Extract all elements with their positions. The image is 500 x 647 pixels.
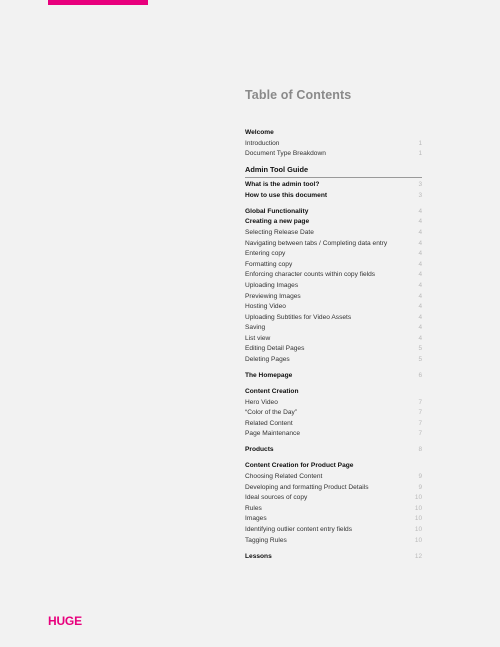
toc-entry[interactable] — [245, 180, 422, 191]
toc-entry-label: Enforcing character counts within copy fields — [245, 271, 376, 279]
toc-page-number: 9 — [418, 483, 422, 491]
toc-page-number: 5 — [418, 345, 422, 353]
toc-page-number: 4 — [418, 218, 422, 226]
toc-entry[interactable] — [245, 292, 422, 303]
toc-entry-label: The Homepage — [245, 372, 293, 380]
toc-entry[interactable] — [245, 514, 422, 525]
toc-page-number: 7 — [418, 419, 422, 427]
toc-entry[interactable] — [245, 493, 422, 504]
toc-entry-label: What is the admin tool? — [245, 181, 320, 189]
toc-page-number: 7 — [418, 409, 422, 417]
toc-page-number: 1 — [418, 150, 422, 158]
accent-bar — [48, 0, 148, 5]
toc-entry[interactable] — [245, 149, 422, 160]
toc-entry-label: Welcome — [245, 129, 274, 136]
toc-entry-label: Previewing Images — [245, 292, 301, 300]
toc-entry[interactable] — [245, 408, 422, 419]
toc-entry-label: Ideal sources of copy — [245, 494, 308, 502]
toc-entry[interactable] — [245, 249, 422, 260]
toc-entry[interactable] — [245, 344, 422, 355]
toc-page-number: 10 — [414, 504, 422, 512]
toc-entry-label: Content Creation — [245, 388, 299, 396]
toc-entry-label: Navigating between tabs / Completing data entry — [245, 239, 388, 247]
toc-page-number: 4 — [418, 260, 422, 268]
toc-entry-label: Introduction — [245, 139, 280, 147]
toc-entry-label: Rules — [245, 504, 262, 512]
toc-entry-label: Products — [245, 446, 274, 454]
toc-page-number: 3 — [418, 191, 422, 199]
toc-page-number: 4 — [418, 239, 422, 247]
toc-entry-label: Editing Detail Pages — [245, 345, 305, 353]
toc-entry-label: Entering copy — [245, 250, 286, 258]
toc-entry-label: Creating a new page — [245, 218, 310, 226]
toc-page-number: 12 — [414, 552, 422, 560]
toc-entry[interactable] — [245, 281, 422, 292]
toc-entry-label: Hero Video — [245, 398, 278, 406]
toc-entry-label: “Color of the Day” — [245, 409, 298, 417]
toc-entry-label: Content Creation for Product Page — [245, 462, 354, 470]
toc-entry[interactable] — [245, 355, 422, 366]
toc-page-number: 4 — [418, 281, 422, 289]
toc-entry[interactable] — [245, 313, 422, 324]
toc-page-number: 9 — [418, 472, 422, 480]
toc-entry-label: Global Functionality — [245, 207, 309, 215]
toc-page-number: 4 — [418, 271, 422, 279]
toc-page-number: 4 — [418, 303, 422, 311]
toc-page-number: 10 — [414, 536, 422, 544]
toc-entry[interactable] — [245, 323, 422, 334]
toc-page-number: 1 — [418, 139, 422, 147]
toc-entry-label: Choosing Related Content — [245, 472, 323, 480]
toc-page-number: 10 — [414, 525, 422, 533]
toc-page-number: 6 — [418, 372, 422, 380]
toc-list — [245, 128, 422, 562]
toc-entry[interactable] — [245, 239, 422, 250]
toc-page-number: 3 — [418, 181, 422, 189]
toc-entry[interactable] — [245, 483, 422, 494]
toc-entry-label: Developing and formatting Product Details — [245, 483, 369, 491]
toc-entry-label: Formatting copy — [245, 260, 293, 268]
toc-entry[interactable] — [245, 128, 422, 139]
toc-page-number: 5 — [418, 356, 422, 364]
toc-entry-label: List view — [245, 334, 271, 342]
toc-entry[interactable] — [245, 504, 422, 515]
toc-section-heading: Admin Tool Guide — [245, 165, 422, 178]
toc-page-number: 4 — [418, 334, 422, 342]
toc-entry[interactable] — [245, 207, 422, 218]
toc-entry[interactable] — [245, 525, 422, 536]
table-of-contents — [245, 88, 422, 562]
toc-entry[interactable] — [245, 461, 422, 472]
toc-entry[interactable] — [245, 334, 422, 345]
toc-entry[interactable] — [245, 445, 422, 456]
toc-entry[interactable] — [245, 387, 422, 398]
toc-page-number: 10 — [414, 515, 422, 523]
toc-page-number: 4 — [418, 228, 422, 236]
toc-page-number: 10 — [414, 494, 422, 502]
toc-page-number: 4 — [418, 324, 422, 332]
toc-page-number: 7 — [418, 398, 422, 406]
toc-page-number: 7 — [418, 430, 422, 438]
toc-entry[interactable] — [245, 270, 422, 281]
huge-logo: HUGE — [48, 614, 82, 628]
toc-entry[interactable] — [245, 429, 422, 440]
toc-page-number: 4 — [418, 207, 422, 215]
toc-page-number: 4 — [418, 250, 422, 258]
toc-entry[interactable] — [245, 217, 422, 228]
toc-entry[interactable] — [245, 191, 422, 202]
toc-entry-label: Lessons — [245, 552, 272, 560]
toc-entry-label: Uploading Subtitles for Video Assets — [245, 313, 352, 321]
toc-entry[interactable] — [245, 552, 422, 563]
toc-entry[interactable] — [245, 139, 422, 150]
toc-entry[interactable] — [245, 228, 422, 239]
toc-title: Table of Contents — [245, 88, 352, 102]
toc-entry-label: Uploading Images — [245, 281, 299, 289]
toc-entry[interactable] — [245, 398, 422, 409]
toc-page-number: 4 — [418, 292, 422, 300]
toc-entry-label: Identifying outlier content entry fields — [245, 525, 353, 533]
toc-entry-label: Document Type Breakdown — [245, 150, 326, 158]
toc-entry-label: Hosting Video — [245, 303, 286, 311]
toc-entry-label: Deleting Pages — [245, 356, 290, 364]
toc-entry-label: Selecting Release Date — [245, 228, 314, 236]
toc-entry-label: Images — [245, 515, 267, 523]
toc-entry[interactable] — [245, 302, 422, 313]
toc-entry[interactable] — [245, 536, 422, 547]
toc-entry[interactable] — [245, 371, 422, 382]
toc-entry-label: Page Maintenance — [245, 430, 300, 438]
toc-entry[interactable] — [245, 260, 422, 271]
toc-entry-label: How to use this document — [245, 191, 328, 199]
toc-entry[interactable] — [245, 419, 422, 430]
toc-entry-label: Saving — [245, 324, 266, 332]
toc-page-number: 8 — [418, 446, 422, 454]
toc-entry-label: Related Content — [245, 419, 293, 427]
toc-page-number: 4 — [418, 313, 422, 321]
toc-entry-label: Tagging Rules — [245, 536, 287, 544]
toc-entry[interactable] — [245, 472, 422, 483]
